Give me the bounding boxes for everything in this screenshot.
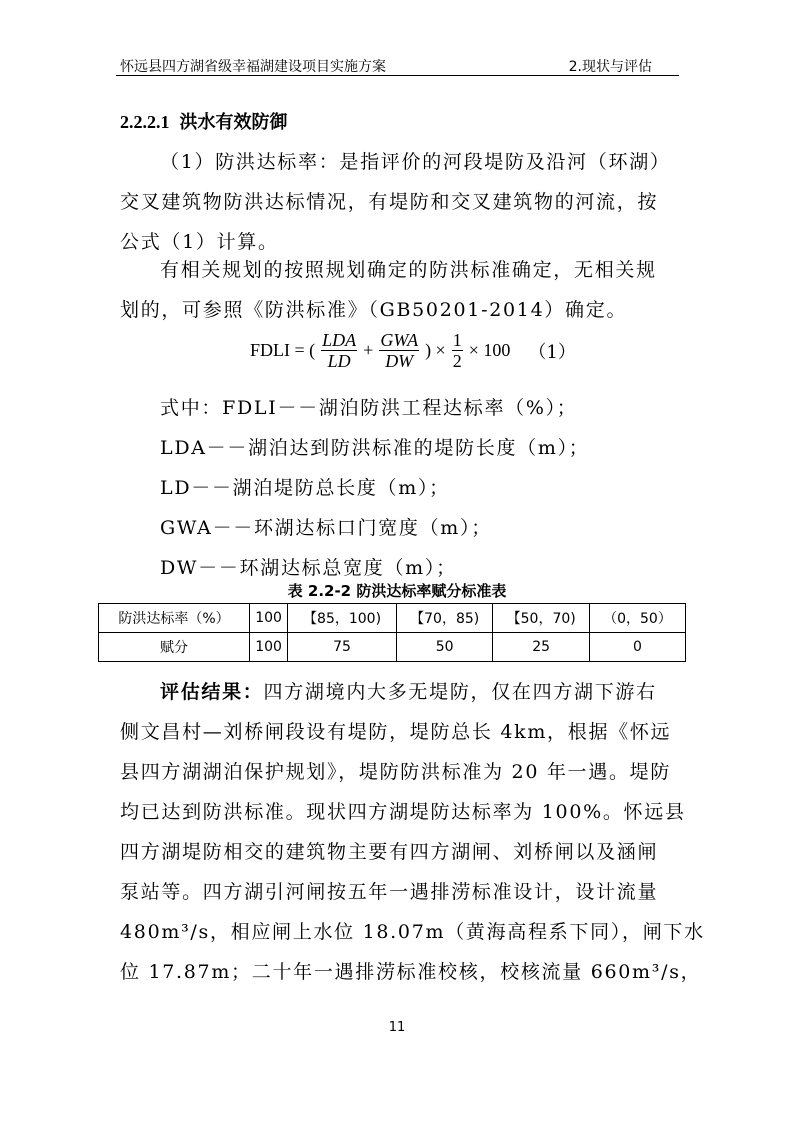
paragraph-standard [120, 250, 680, 330]
definition-item: LDA－－湖泊达到防洪标准的堤防长度（m）； [160, 437, 590, 459]
definition-item: 式中：FDLI－－湖泊防洪工程达标率（%）； [160, 397, 578, 419]
paragraph-line: 有相关规划的按照规划确定的防洪标准确定，无相关规 [160, 259, 657, 281]
header-doc-title: 怀远县四方湖省级幸福湖建设项目实施方案 [120, 59, 386, 75]
table-caption: 表 2.2-2 防洪达标率赋分标准表 [287, 582, 507, 600]
table-cell: 【85，100) [288, 604, 397, 633]
paragraph-line: 480m³/s，相应闸上水位 18.07m（黄海高程系下同），闸下水 [120, 921, 705, 943]
definition-item: LD－－湖泊堤防总长度（m）； [160, 477, 450, 499]
formula-numerator: LDA [322, 330, 357, 350]
table-cell: 100 [250, 604, 288, 633]
table-cell: （0，50） [589, 604, 685, 633]
formula-denominator: LD [327, 351, 351, 371]
table-row [99, 604, 686, 633]
definition-item: DW－－环湖达标总宽度（m）； [160, 557, 457, 579]
table-cell: 防洪达标率（%） [99, 604, 250, 633]
formula-close: ) × [425, 340, 446, 360]
header-rule [116, 75, 679, 76]
paragraph-line: 位 17.87m；二十年一遇排涝标准校核，校核流量 660m³/s， [120, 961, 702, 983]
table-cell: 【70，85) [396, 604, 493, 633]
page-number: 11 [388, 1020, 406, 1035]
paragraph-definition [120, 142, 680, 262]
result-lead: 评估结果： [160, 681, 264, 703]
paragraph-line: 交叉建筑物防洪达标情况，有堤防和交叉建筑物的河流，按 [120, 191, 659, 213]
formula-denominator: 2 [452, 351, 462, 371]
header-chapter: 2.现状与评估 [568, 59, 652, 75]
paragraph-line: 侧文昌村—刘桥闸段设有堤防，堤防总长 4km，根据《怀远 [120, 721, 672, 743]
table-cell: 【50，70) [493, 604, 590, 633]
formula-numerator: GWA [380, 330, 419, 350]
formula-label: （1） [528, 341, 576, 363]
section-heading [120, 108, 288, 134]
formula-plus: + [363, 340, 374, 360]
result-text: 四方湖境内大多无堤防，仅在四方湖下游右 [263, 681, 657, 703]
paragraph-line: 均已达到防洪标准。现状四方湖堤防达标率为 100%。怀远县 [120, 801, 686, 823]
paragraph-line: 四方湖堤防相交的建筑物主要有四方湖闸、刘桥闸以及涵闸 [120, 841, 659, 863]
table-cell: 25 [493, 633, 590, 662]
formula-fraction-gwa-dw [379, 330, 419, 371]
formula-tail: × 100 [468, 340, 511, 360]
paragraph-line: （1）防洪达标率：是指评价的河段堤防及沿河（环湖） [160, 151, 671, 173]
formula-numerator: 1 [452, 330, 462, 350]
paragraph-line: 公式（1）计算。 [120, 231, 279, 253]
table-cell: 75 [288, 633, 397, 662]
section-title: 洪水有效防御 [179, 112, 288, 133]
formula-fraction-lda-ld [321, 330, 357, 371]
scoring-table [98, 603, 686, 662]
table-cell: 100 [250, 633, 288, 662]
paragraph-line [120, 672, 680, 712]
formula-fraction-half [452, 330, 463, 371]
paragraph-line: 泵站等。四方湖引河闸按五年一遇排涝标准设计，设计流量 [120, 881, 659, 903]
page-header [116, 52, 674, 76]
table-cell: 0 [589, 633, 685, 662]
formula-definitions [160, 388, 720, 588]
formula-fdli [246, 330, 626, 378]
table-cell: 赋分 [99, 633, 250, 662]
paragraph-line: 划的，可参照《防洪标准》（GB50201-2014）确定。 [120, 299, 628, 321]
section-number: 2.2.2.1 [120, 112, 170, 132]
table-cell: 50 [396, 633, 493, 662]
definition-item: GWA－－环湖达标口门宽度（m）； [160, 517, 492, 539]
formula-lhs: FDLI = ( [250, 340, 316, 360]
formula-denominator: DW [385, 351, 414, 371]
paragraph-line: 县四方湖湖泊保护规划》，堤防防洪标准为 20 年一遇。堤防 [120, 761, 672, 783]
table-row [99, 633, 686, 662]
paragraph-result [120, 672, 705, 992]
